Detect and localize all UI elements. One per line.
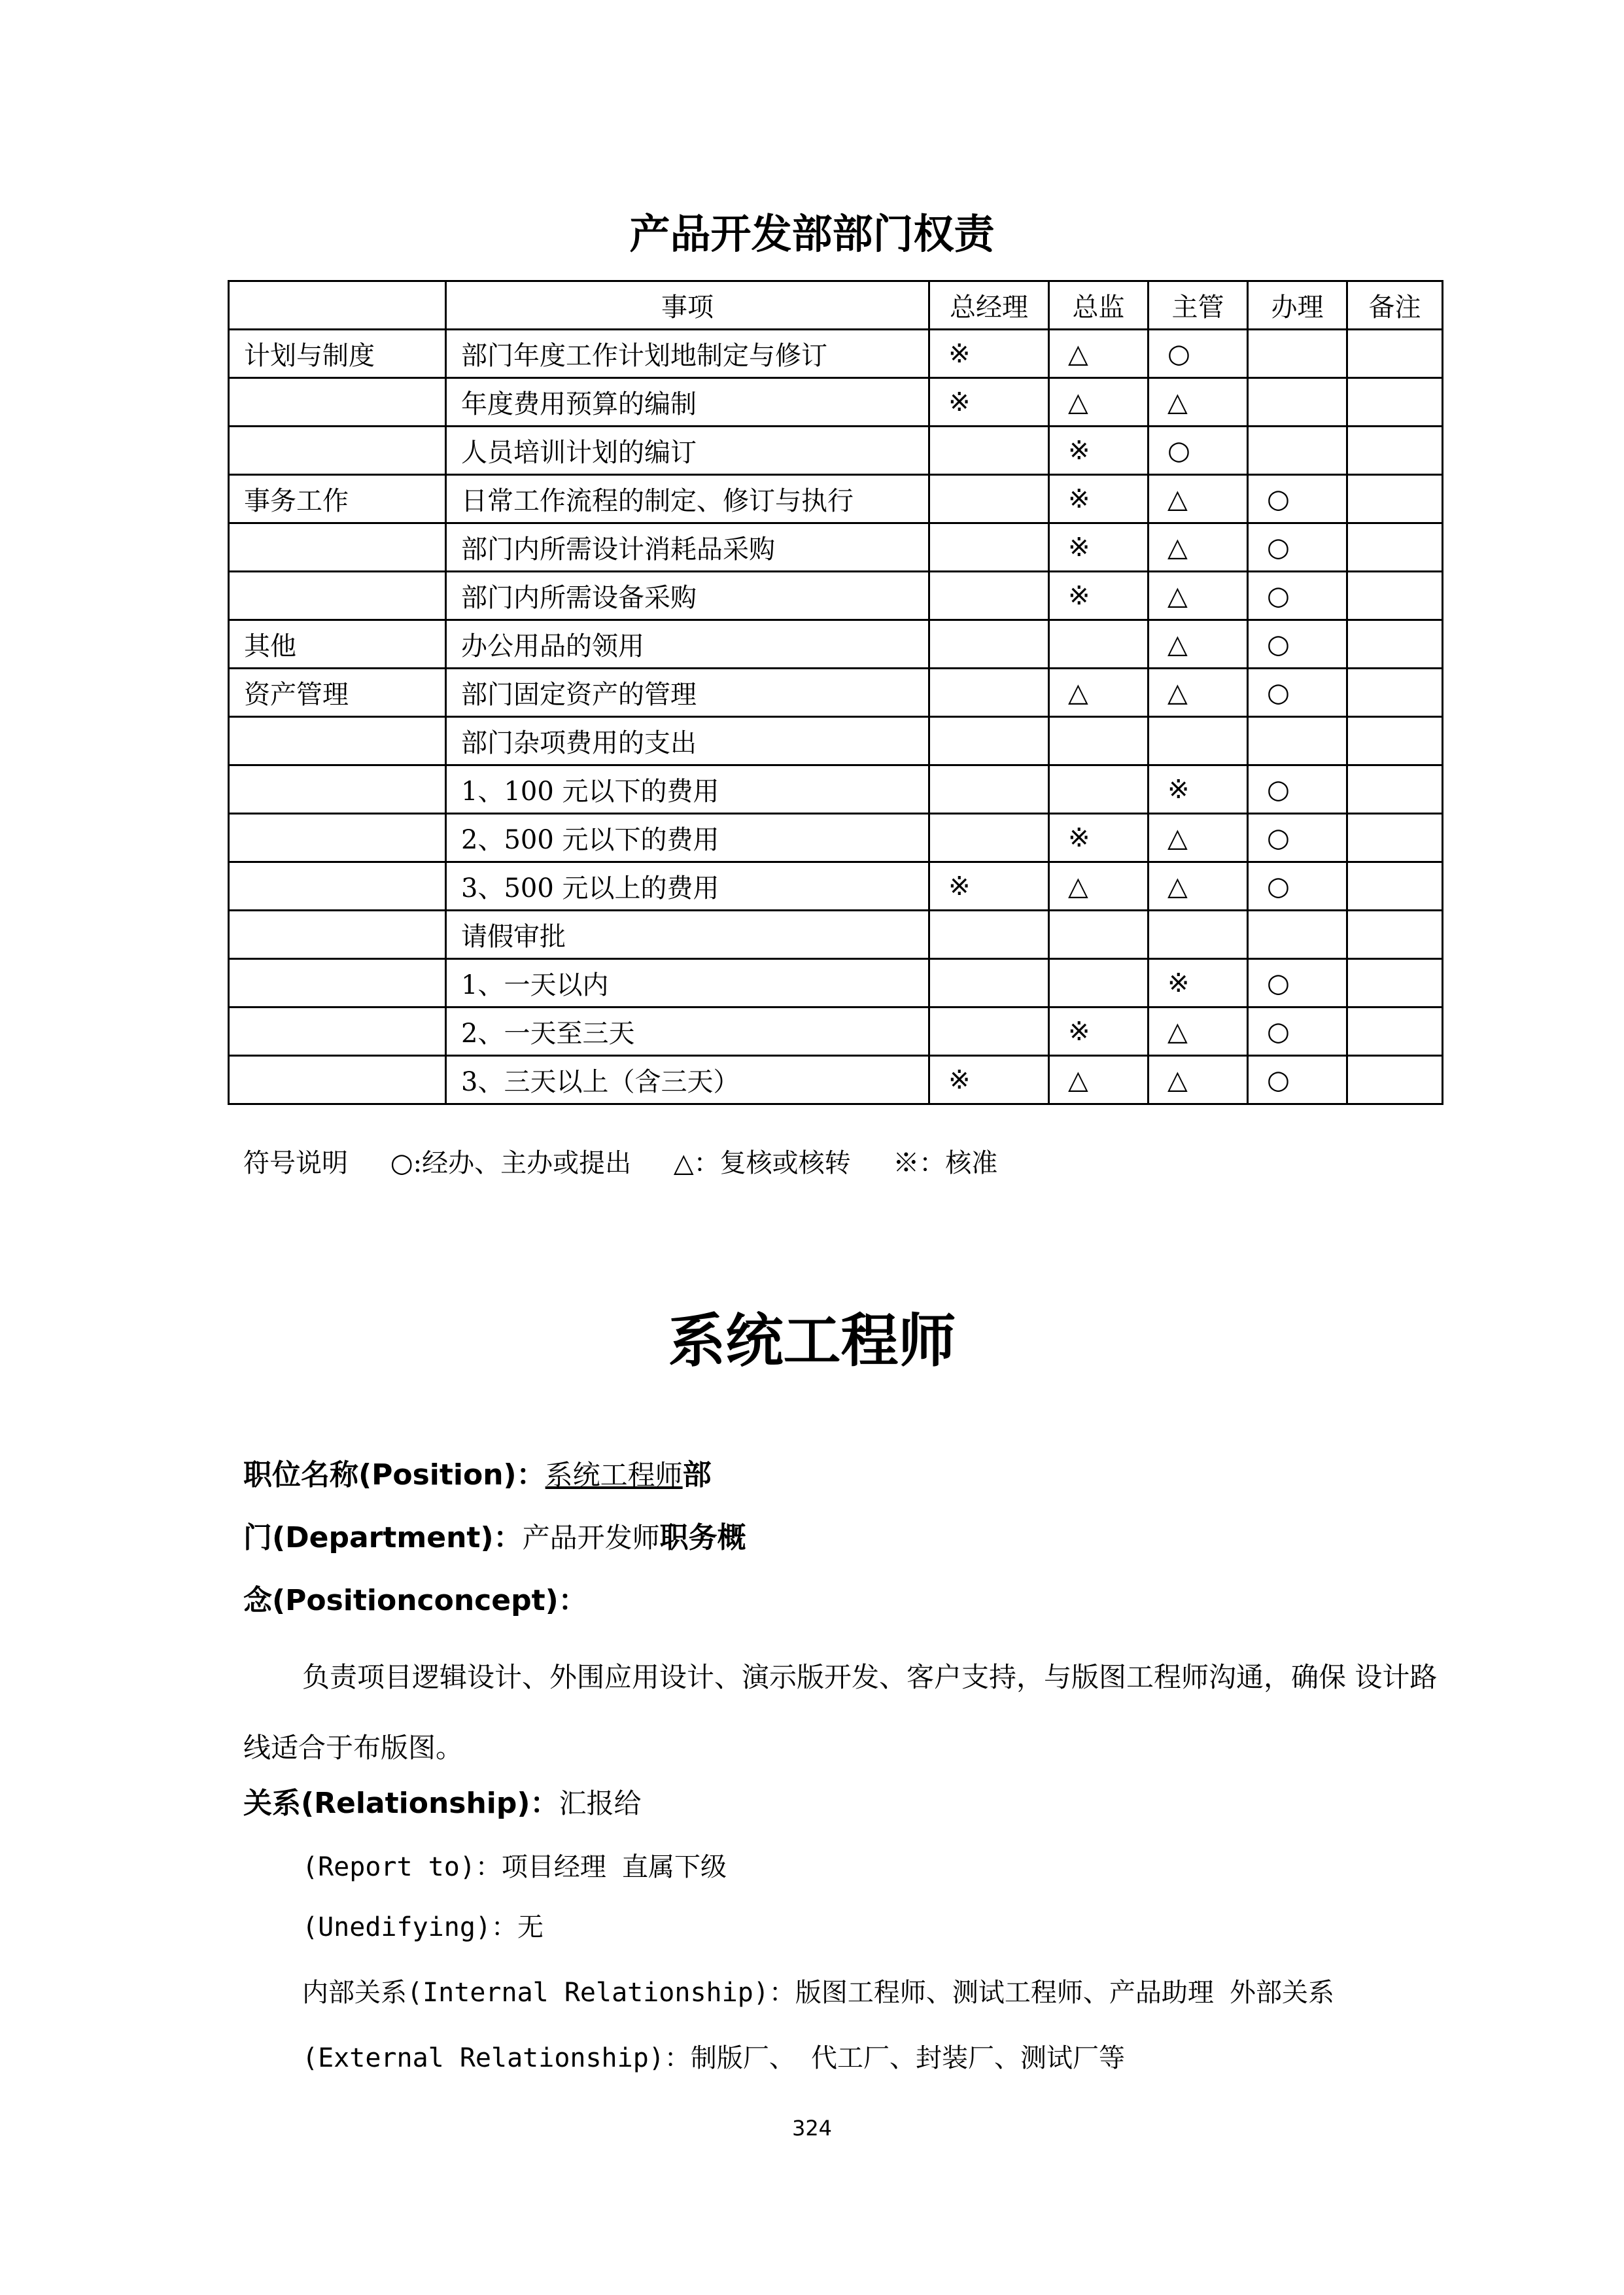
mark-cell — [1347, 378, 1443, 427]
item-cell: 年度费用预算的编制 — [446, 378, 929, 427]
table-row — [229, 427, 1443, 475]
mark-cell — [1347, 717, 1443, 765]
department-line — [243, 1514, 746, 1556]
mark-cell — [929, 620, 1049, 669]
mark-cell — [1248, 378, 1347, 427]
mark-cell — [1248, 330, 1347, 378]
mark-cell — [1347, 669, 1443, 717]
mark-cell — [929, 911, 1049, 959]
category-cell — [229, 1007, 446, 1056]
unedifying-line: (Unedifying)：无 — [302, 1912, 544, 1942]
mark-cell: ※ — [1049, 523, 1149, 572]
mark-cell: △ — [1049, 378, 1149, 427]
mark-cell: △ — [1049, 669, 1149, 717]
item-cell: 部门固定资产的管理 — [446, 669, 929, 717]
mark-cell — [929, 572, 1049, 620]
mark-cell — [1149, 911, 1248, 959]
mark-cell — [1248, 717, 1347, 765]
mark-cell — [1347, 911, 1443, 959]
item-cell: 部门内所需设备采购 — [446, 572, 929, 620]
mark-cell — [929, 427, 1049, 475]
mark-cell: ※ — [1049, 572, 1149, 620]
mark-cell: ○ — [1248, 523, 1347, 572]
category-cell — [229, 378, 446, 427]
mark-cell — [1049, 717, 1149, 765]
category-cell — [229, 959, 446, 1007]
table-header-row — [229, 281, 1443, 330]
table-row — [229, 572, 1443, 620]
mark-cell: ※ — [1149, 959, 1248, 1007]
relationship-line — [243, 1779, 642, 1821]
mark-cell: ※ — [1049, 814, 1149, 862]
table-row — [229, 523, 1443, 572]
relationship-label: 关系(Relationship)： — [243, 1787, 559, 1820]
mark-cell: △ — [1149, 814, 1248, 862]
category-cell — [229, 862, 446, 911]
table-row — [229, 765, 1443, 814]
mark-cell: ※ — [929, 1056, 1049, 1104]
mark-cell: △ — [1149, 1056, 1248, 1104]
mark-cell: △ — [1149, 378, 1248, 427]
item-cell: 1、一天以内 — [446, 959, 929, 1007]
concept-line — [243, 1577, 587, 1619]
mark-cell — [1347, 330, 1443, 378]
mark-cell: ※ — [929, 378, 1049, 427]
mark-cell: △ — [1149, 572, 1248, 620]
internal-relationship-line: 内部关系(Internal Relationship)：版图工程师、测试工程师、产品助理 外部关系 — [302, 1978, 1334, 2008]
item-cell: 办公用品的领用 — [446, 620, 929, 669]
mark-cell — [929, 717, 1049, 765]
header-cell: 总经理 — [929, 281, 1049, 330]
table-row — [229, 378, 1443, 427]
item-cell: 2、一天至三天 — [446, 1007, 929, 1056]
mark-cell: △ — [1049, 330, 1149, 378]
mark-cell — [1347, 1056, 1443, 1104]
mark-cell: △ — [1149, 523, 1248, 572]
mark-cell: △ — [1149, 620, 1248, 669]
mark-cell — [1347, 959, 1443, 1007]
category-cell — [229, 572, 446, 620]
item-cell: 请假审批 — [446, 911, 929, 959]
mark-cell — [1248, 911, 1347, 959]
external-relationship-line: (External Relationship)：制版厂、 代工厂、封装厂、测试厂等 — [302, 2043, 1125, 2073]
concept-label-b: 念(Positionconcept)： — [243, 1584, 587, 1617]
mark-cell — [929, 959, 1049, 1007]
legend-label: 符号说明 — [243, 1148, 348, 1178]
mark-cell — [1149, 717, 1248, 765]
category-cell: 计划与制度 — [229, 330, 446, 378]
mark-cell — [1049, 959, 1149, 1007]
department-label-a: 部 — [682, 1458, 712, 1492]
table-row — [229, 814, 1443, 862]
mark-cell: ※ — [929, 862, 1049, 911]
mark-cell: △ — [1149, 1007, 1248, 1056]
mark-cell — [1347, 620, 1443, 669]
mark-cell: ※ — [1049, 427, 1149, 475]
item-cell: 部门年度工作计划地制定与修订 — [446, 330, 929, 378]
header-cell: 主管 — [1149, 281, 1248, 330]
section-title: 系统工程师 — [668, 1307, 956, 1375]
mark-cell: △ — [1149, 862, 1248, 911]
table-row — [229, 911, 1443, 959]
mark-cell: ※ — [929, 330, 1049, 378]
item-cell: 部门杂项费用的支出 — [446, 717, 929, 765]
category-cell — [229, 427, 446, 475]
category-cell: 事务工作 — [229, 475, 446, 523]
category-cell — [229, 911, 446, 959]
mark-cell: ○ — [1248, 475, 1347, 523]
header-cell: 办理 — [1248, 281, 1347, 330]
category-cell — [229, 717, 446, 765]
legend-mark: ※：核准 — [893, 1148, 998, 1178]
mark-cell: ○ — [1149, 427, 1248, 475]
mark-cell — [1347, 523, 1443, 572]
responsibility-table — [228, 280, 1443, 1105]
category-cell — [229, 814, 446, 862]
concept-label-a: 职务概 — [659, 1521, 746, 1554]
header-cell: 备注 — [1347, 281, 1443, 330]
category-cell — [229, 765, 446, 814]
table-row — [229, 669, 1443, 717]
header-cell: 事项 — [446, 281, 929, 330]
table-row — [229, 330, 1443, 378]
mark-cell: ○ — [1248, 572, 1347, 620]
header-cell: 总监 — [1049, 281, 1149, 330]
category-cell — [229, 523, 446, 572]
category-cell: 其他 — [229, 620, 446, 669]
mark-cell — [1347, 1007, 1443, 1056]
table-row — [229, 862, 1443, 911]
mark-cell — [1347, 475, 1443, 523]
mark-cell: ○ — [1248, 765, 1347, 814]
position-value: 系统工程师 — [545, 1459, 683, 1491]
item-cell: 3、500 元以上的费用 — [446, 862, 929, 911]
table-title: 产品开发部部门权责 — [629, 210, 995, 258]
mark-cell — [1347, 862, 1443, 911]
mark-cell — [1347, 427, 1443, 475]
table-row — [229, 620, 1443, 669]
legend-circle: ○:经办、主办或提出 — [390, 1148, 632, 1178]
category-cell — [229, 1056, 446, 1104]
table-row — [229, 959, 1443, 1007]
mark-cell: ※ — [1149, 765, 1248, 814]
concept-text: 负责项目逻辑设计、外围应用设计、演示版开发、客户支持，与版图工程师沟通，确保 设计路线适合于布版图。 — [243, 1661, 1438, 1764]
mark-cell — [1049, 620, 1149, 669]
table-row — [229, 717, 1443, 765]
report-label: 汇报给 — [559, 1787, 642, 1819]
mark-cell: △ — [1149, 475, 1248, 523]
mark-cell — [929, 475, 1049, 523]
item-cell: 部门内所需设计消耗品采购 — [446, 523, 929, 572]
mark-cell: △ — [1149, 669, 1248, 717]
mark-cell — [1049, 765, 1149, 814]
table-row — [229, 1056, 1443, 1104]
mark-cell: ○ — [1248, 862, 1347, 911]
header-cell — [229, 281, 446, 330]
mark-cell — [1347, 814, 1443, 862]
legend-triangle: △：复核或核转 — [673, 1148, 851, 1178]
mark-cell: ○ — [1248, 1007, 1347, 1056]
symbol-legend — [243, 1142, 1031, 1180]
item-cell: 人员培训计划的编订 — [446, 427, 929, 475]
table-row — [229, 1007, 1443, 1056]
report-to-line: (Report to)：项目经理 直属下级 — [302, 1852, 727, 1882]
position-line — [243, 1451, 712, 1493]
item-cell: 1、100 元以下的费用 — [446, 765, 929, 814]
mark-cell — [929, 669, 1049, 717]
category-cell: 资产管理 — [229, 669, 446, 717]
mark-cell: ○ — [1248, 669, 1347, 717]
mark-cell — [1347, 765, 1443, 814]
page-number: 324 — [791, 2116, 833, 2141]
department-value: 产品开发师 — [522, 1522, 660, 1554]
mark-cell — [929, 523, 1049, 572]
item-cell: 2、500 元以下的费用 — [446, 814, 929, 862]
mark-cell: ※ — [1049, 1007, 1149, 1056]
mark-cell: ○ — [1248, 814, 1347, 862]
mark-cell — [1347, 572, 1443, 620]
mark-cell — [1248, 427, 1347, 475]
mark-cell — [929, 1007, 1049, 1056]
mark-cell: ※ — [1049, 475, 1149, 523]
item-cell: 日常工作流程的制定、修订与执行 — [446, 475, 929, 523]
position-label: 职位名称(Position)： — [243, 1458, 545, 1492]
mark-cell: ○ — [1248, 620, 1347, 669]
mark-cell — [1049, 911, 1149, 959]
table-row — [229, 475, 1443, 523]
mark-cell: ○ — [1248, 1056, 1347, 1104]
mark-cell — [929, 765, 1049, 814]
mark-cell: △ — [1049, 1056, 1149, 1104]
mark-cell — [929, 814, 1049, 862]
mark-cell: ○ — [1149, 330, 1248, 378]
item-cell: 3、三天以上（含三天） — [446, 1056, 929, 1104]
mark-cell: △ — [1049, 862, 1149, 911]
department-label-b: 门(Department)： — [243, 1521, 523, 1554]
mark-cell: ○ — [1248, 959, 1347, 1007]
